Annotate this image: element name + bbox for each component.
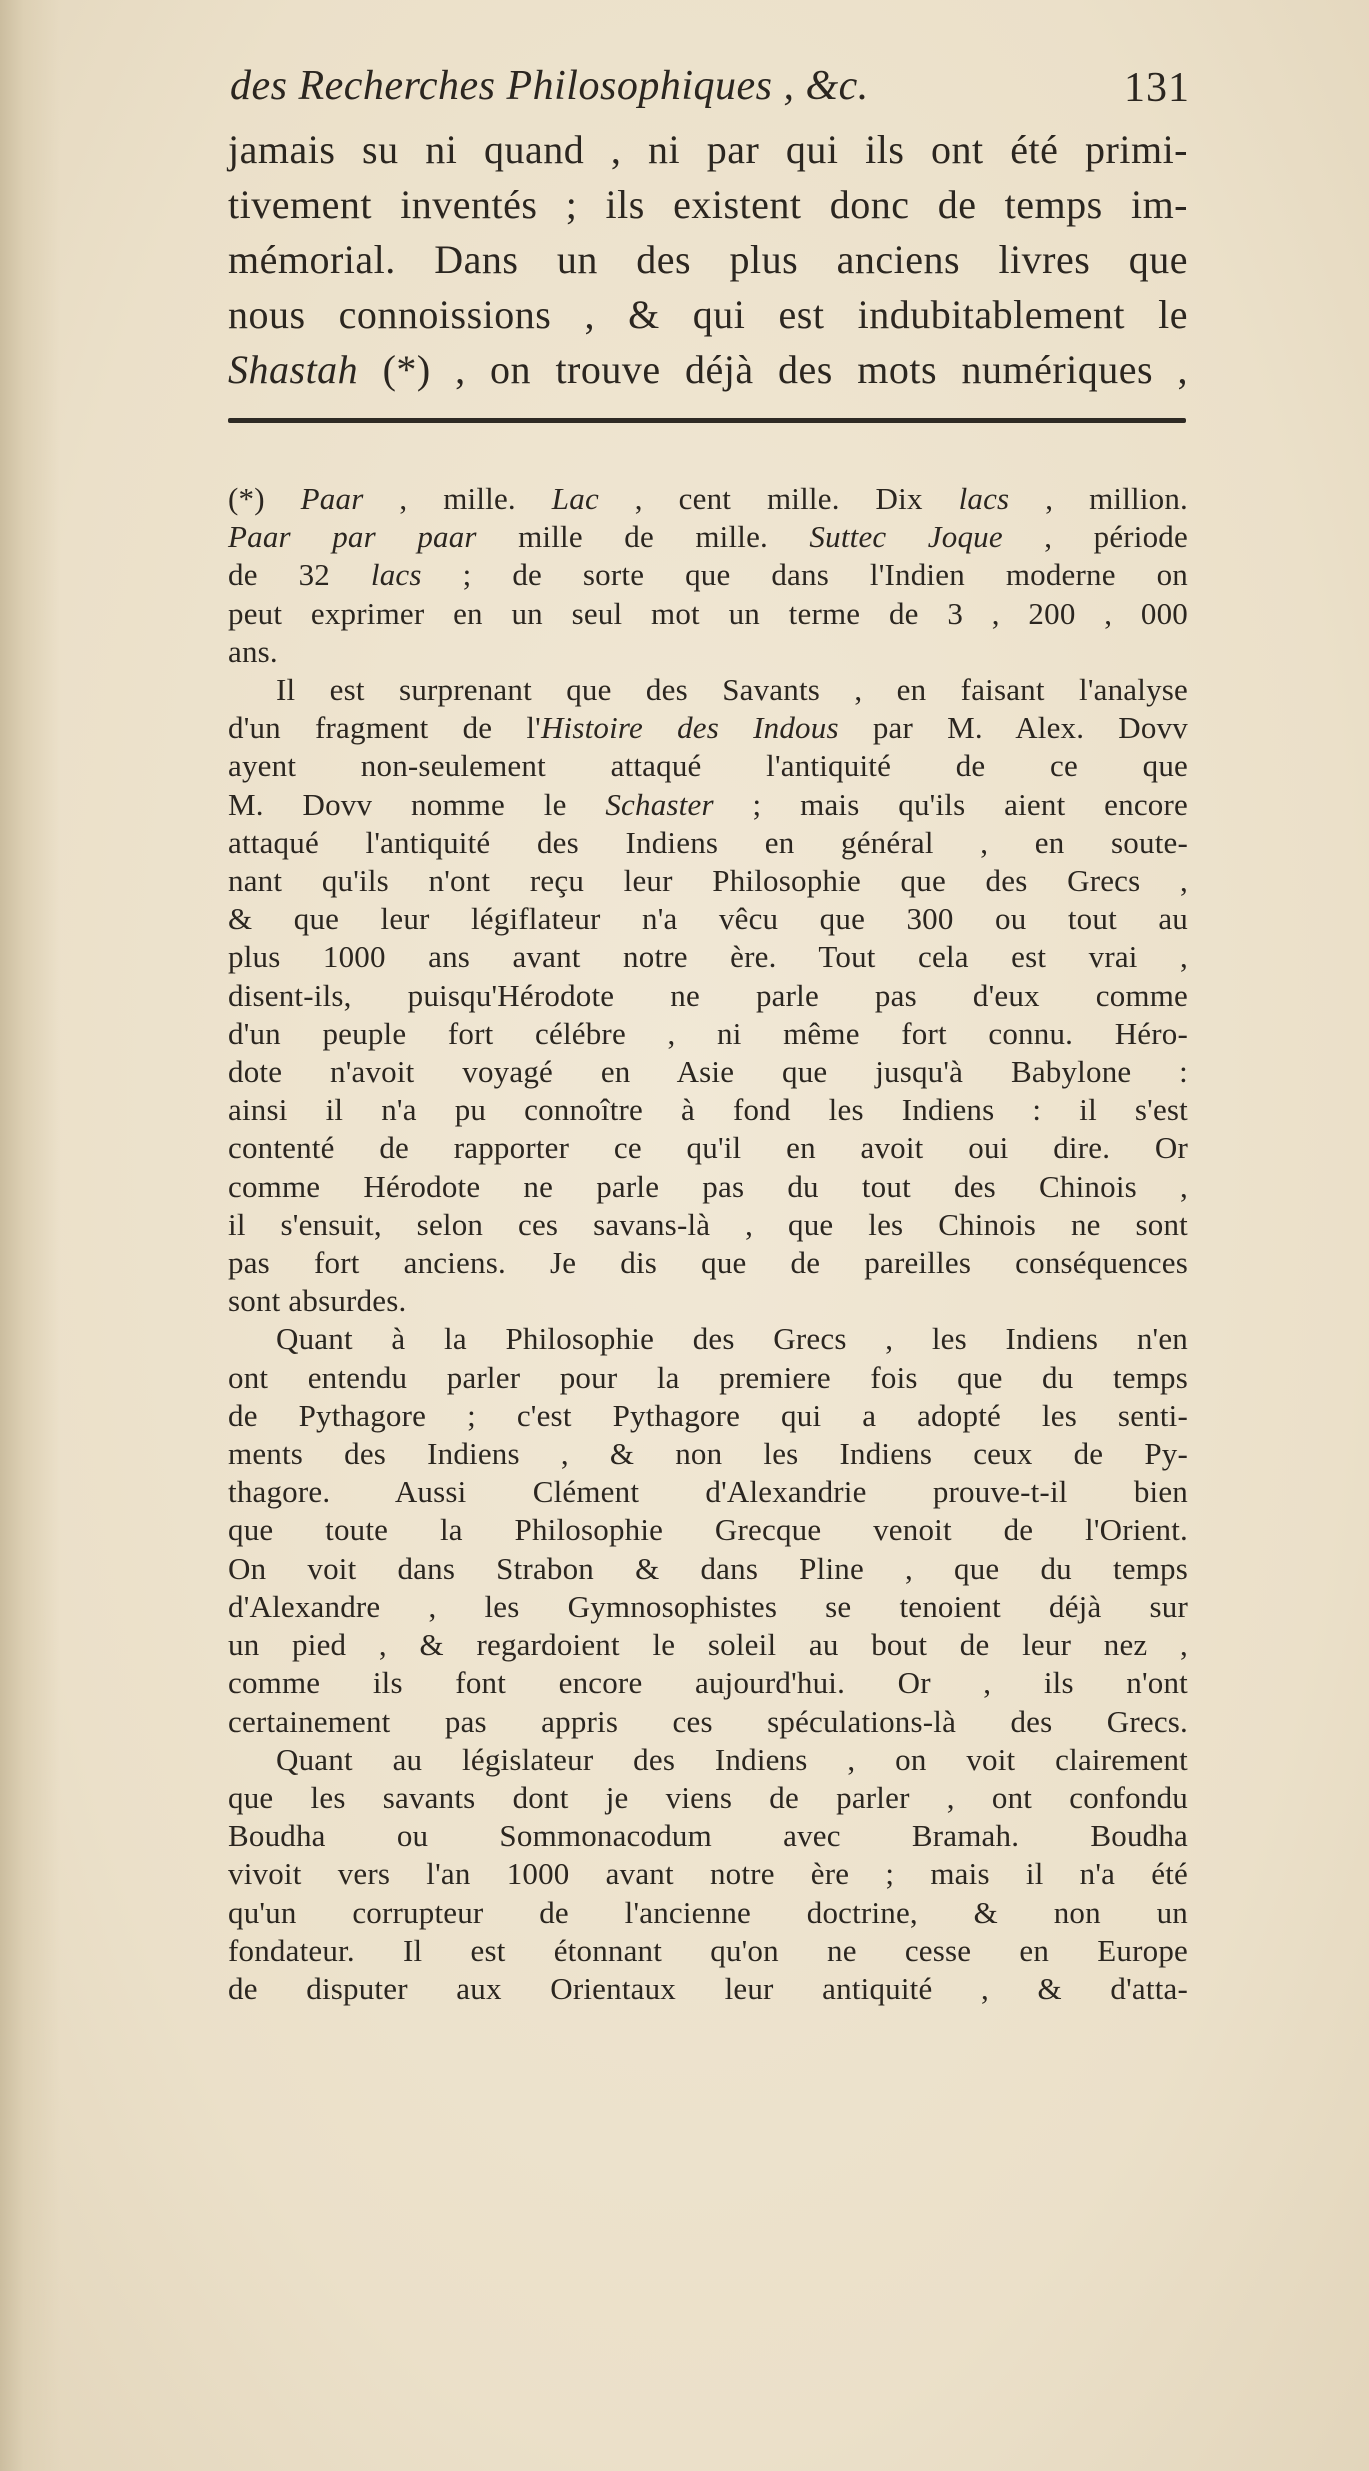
text-span: sont absurdes. (228, 1283, 407, 1319)
footnote-line (228, 1932, 1188, 1970)
text-span: comme ils font encore aujourd'hui. Or , ils n'ont (228, 1665, 1188, 1701)
running-title: des Recherches Philosophiques , &c. (230, 63, 869, 109)
footnote-block (228, 480, 1188, 2008)
main-text-line (228, 177, 1188, 232)
text-span: , cent mille. Dix (598, 481, 959, 516)
footnote-line (228, 1397, 1188, 1435)
footnote-line (228, 1550, 1188, 1588)
footnote-line (228, 900, 1188, 938)
text-span: que les savants dont je viens de parler , ont confondu (228, 1779, 1188, 1815)
footnote-line (228, 480, 1188, 518)
running-header (230, 62, 1190, 122)
text-span: mille de mille. (476, 519, 810, 555)
footnote-line (228, 1244, 1188, 1282)
footnote-line (228, 595, 1188, 633)
text-span: ont entendu parler pour la premiere fois que du temps (228, 1359, 1188, 1395)
footnote-line (228, 862, 1188, 900)
text-span: fondateur. Il est étonnant qu'on ne cesse en Europe (228, 1932, 1188, 1968)
text-span: vivoit vers l'an 1000 avant notre ère ; mais il n'a été (228, 1856, 1188, 1892)
main-text-line (228, 342, 1188, 397)
text-span: M. Dovv nomme le (228, 786, 606, 822)
main-text-line (228, 232, 1188, 287)
text-span: ; de sorte que dans l'Indien moderne on (421, 557, 1188, 593)
text-span: d'Alexandre , les Gymnosophistes se tenoient déjà sur (228, 1588, 1188, 1624)
italic-text: Histoire des Indous (540, 710, 839, 746)
text-span: , million. (1009, 481, 1188, 516)
text-span: ; mais qu'ils aient encore (713, 786, 1188, 822)
text-span: qu'un corrupteur de l'ancienne doctrine, & non un (228, 1894, 1188, 1930)
text-span: d'un peuple fort célébre , ni même fort connu. Héro- (228, 1015, 1188, 1051)
text-span: Quant au législateur des Indiens , on voit clairement (276, 1741, 1188, 1777)
footnote-line (228, 1282, 1188, 1320)
text-span: un pied , & regardoient le soleil au bout de leur nez , (228, 1627, 1188, 1663)
text-span: , période (1002, 519, 1188, 555)
text-span: plus 1000 ans avant notre ère. Tout cela est vrai , (228, 939, 1188, 975)
main-text-line (228, 287, 1188, 342)
italic-text: lacs (370, 557, 422, 593)
text-span: disent-ils, puisqu'Hérodote ne parle pas d'eux comme (228, 977, 1188, 1013)
italic-text: Shastah (228, 347, 359, 392)
text-span: jamais su ni quand , ni par qui ils ont été primi- (228, 127, 1188, 172)
text-span: d'un fragment de l' (228, 710, 541, 746)
italic-text: Suttec Joque (809, 519, 1003, 555)
footnote-line (228, 671, 1188, 709)
text-span: tivement inventés ; ils existent donc de temps im- (228, 182, 1188, 227)
footnote-line (228, 1703, 1188, 1741)
page-number: 131 (1124, 65, 1190, 111)
footnote-line (228, 556, 1188, 594)
text-span: mémorial. Dans un des plus anciens livres que (228, 237, 1188, 282)
footnote-line (228, 747, 1188, 785)
italic-text: Paar (300, 481, 364, 516)
footnote-line (228, 1741, 1188, 1779)
italic-text: Lac (551, 481, 599, 516)
text-span: dote n'avoit voyagé en Asie que jusqu'à Babylone : (228, 1054, 1188, 1090)
text-span: par M. Alex. Dovv (838, 710, 1188, 746)
footnote-line (228, 1626, 1188, 1664)
footnote-line (228, 1359, 1188, 1397)
text-span: (*) (228, 481, 301, 516)
text-span: contenté de rapporter ce qu'il en avoit oui dire. Or (228, 1130, 1188, 1166)
text-span: thagore. Aussi Clément d'Alexandrie prouve-t-il bien (228, 1474, 1188, 1510)
footnote-line (228, 824, 1188, 862)
text-span: de Pythagore ; c'est Pythagore qui a adopté les senti- (228, 1397, 1188, 1433)
text-span: il s'ensuit, selon ces savans-là , que les Chinois ne sont (228, 1206, 1188, 1242)
page-gutter-shadow (0, 0, 60, 2471)
text-span: que toute la Philosophie Grecque venoit de l'Orient. (228, 1512, 1188, 1548)
footnote-line (228, 1015, 1188, 1053)
footnote-line (228, 633, 1188, 671)
footnote-line (228, 1855, 1188, 1893)
footnote-line (228, 1168, 1188, 1206)
footnote-separator-rule (228, 418, 1186, 423)
footnote-line (228, 1473, 1188, 1511)
text-span: Il est surprenant que des Savants , en faisant l'analyse (276, 672, 1188, 708)
footnote-line (228, 1894, 1188, 1932)
text-span: Boudha ou Sommonacodum avec Bramah. Boudha (228, 1818, 1188, 1854)
text-span: comme Hérodote ne parle pas du tout des Chinois , (228, 1168, 1188, 1204)
footnote-line (228, 1664, 1188, 1702)
footnote-line (228, 1320, 1188, 1358)
footnote-line (228, 1511, 1188, 1549)
text-span: peut exprimer en un seul mot un terme de 3 , 200 , 000 (228, 595, 1188, 631)
footnote-line (228, 1091, 1188, 1129)
text-span: On voit dans Strabon & dans Pline , que du temps (228, 1550, 1188, 1586)
footnote-line (228, 977, 1188, 1015)
text-span: ainsi il n'a pu connoître à fond les Indiens : il s'est (228, 1092, 1188, 1128)
footnote-line (228, 518, 1188, 556)
italic-text: lacs (958, 481, 1010, 516)
text-span: (*) , on trouve déjà des mots numériques , (358, 347, 1188, 392)
main-text-line (228, 122, 1188, 177)
footnote-line (228, 1435, 1188, 1473)
text-span: certainement pas appris ces spéculations-là des Grecs. (228, 1703, 1188, 1739)
text-span: ments des Indiens , & non les Indiens ceux de Py- (228, 1436, 1188, 1472)
text-span: ans. (228, 633, 278, 669)
text-span: de disputer aux Orientaux leur antiquité , & d'atta- (228, 1970, 1188, 2006)
italic-text: Schaster (605, 786, 714, 822)
text-span: de 32 (228, 557, 371, 593)
footnote-line (228, 1206, 1188, 1244)
text-span: nant qu'ils n'ont reçu leur Philosophie que des Grecs , (228, 863, 1188, 899)
footnote-line (228, 786, 1188, 824)
footnote-line (228, 1817, 1188, 1855)
text-span: Quant à la Philosophie des Grecs , les Indiens n'en (276, 1321, 1188, 1357)
footnote-line (228, 1588, 1188, 1626)
text-span: ayent non-seulement attaqué l'antiquité de ce que (228, 748, 1188, 784)
text-span: & que leur légiflateur n'a vêcu que 300 ou tout au (228, 901, 1188, 937)
footnote-line (228, 1779, 1188, 1817)
text-span: , mille. (363, 481, 552, 516)
text-span: nous connoissions , & qui est indubitablement le (228, 292, 1188, 337)
text-span: attaqué l'antiquité des Indiens en général , en soute- (228, 824, 1188, 860)
footnote-line (228, 1053, 1188, 1091)
footnote-line (228, 1129, 1188, 1167)
footnote-line (228, 938, 1188, 976)
italic-text: Paar par paar (228, 519, 477, 555)
text-span: pas fort anciens. Je dis que de pareilles conséquences (228, 1245, 1188, 1281)
footnote-line (228, 1970, 1188, 2008)
footnote-line (228, 709, 1188, 747)
main-text-block (228, 122, 1188, 397)
